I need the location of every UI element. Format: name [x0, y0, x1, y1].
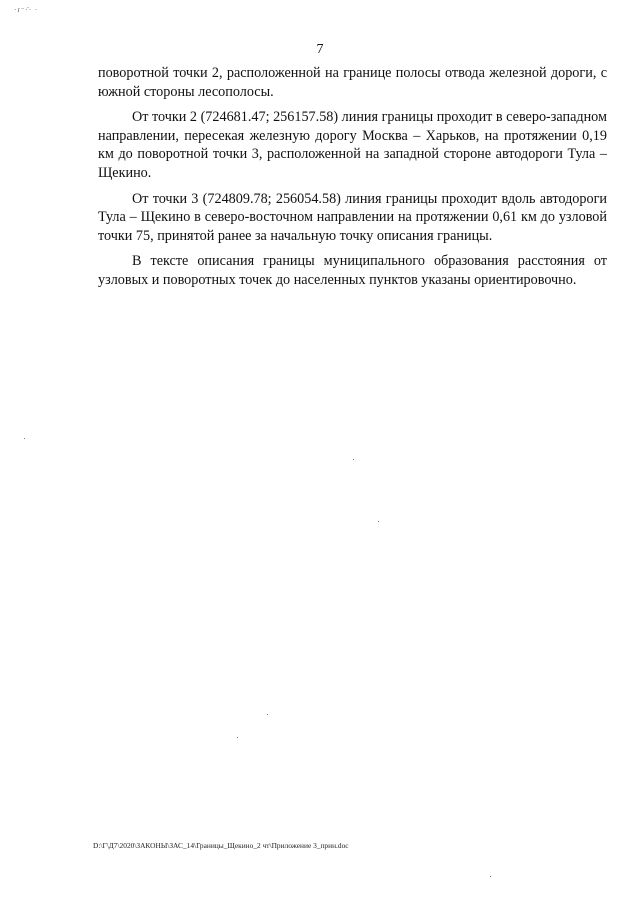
paragraph-continuation: поворотной точки 2, расположенной на границе полосы отвода железной дороги, с южной стороны лесополосы. [98, 65, 607, 100]
scan-artifact-mark: ·ґ⁻·̈· · [14, 6, 39, 14]
paragraph-point-3: От точки 3 (724809.78; 256054.58) линия границы проходит вдоль автодороги Тула – Щекино в северо-восточном направлении на протяжении 0,61 км до узловой точки 75, принятой ранее за начальную точку описания границы. [98, 190, 607, 244]
page-number: 7 [316, 42, 324, 57]
scan-speck [378, 521, 379, 522]
scan-speck [267, 714, 268, 715]
scan-speck [24, 438, 25, 439]
scan-speck [353, 459, 354, 460]
paragraph-distance-note: В тексте описания границы муниципального образования расстояния от узловых и поворотных точек до населенных пунктов указаны ориентировочно. [98, 253, 607, 288]
document-body [98, 64, 607, 297]
scan-speck [490, 876, 491, 877]
paragraph-point-2: От точки 2 (724681.47; 256157.58) линия границы проходит в северо-западном направлении, пересекая железную дорогу Москва – Харьков, на протяжении 0,19 км до поворотной точки 3, расположенной на западной стороне автодороги Тула – Щекино. [98, 109, 607, 181]
scan-speck [237, 737, 238, 738]
file-path-footer: D:\Г\Д7\2020\ЗАКОНЫ\ЗАС_14\Границы_Щекино_2 чт\Приложение 3_прин.doc [93, 841, 349, 850]
